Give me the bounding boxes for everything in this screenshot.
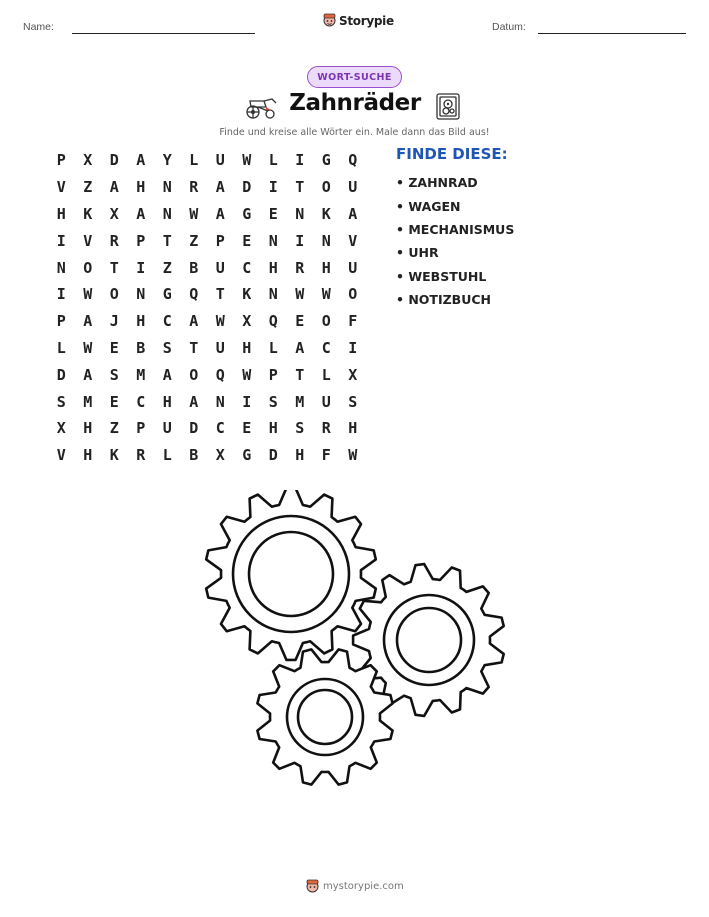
grid-letter[interactable]: O xyxy=(321,312,331,331)
grid-letter[interactable]: I xyxy=(56,285,66,304)
grid-letter[interactable]: K xyxy=(109,446,119,465)
word-item: • MECHANISMUS xyxy=(396,221,515,237)
grid-letter[interactable]: D xyxy=(56,365,66,384)
grid-letter[interactable]: A xyxy=(348,204,358,223)
grid-letter[interactable]: L xyxy=(162,446,172,465)
grid-letter[interactable]: I xyxy=(242,392,252,411)
grid-letter[interactable]: W xyxy=(348,446,358,465)
grid-letter[interactable]: S xyxy=(268,392,278,411)
grid-letter[interactable]: X xyxy=(348,365,358,384)
grid-letter[interactable]: C xyxy=(242,258,252,277)
grid-letter[interactable]: D xyxy=(109,151,119,170)
brand-logo xyxy=(323,13,394,28)
name-label: Name: xyxy=(23,21,54,33)
grid-letter[interactable]: N xyxy=(56,258,66,277)
grid-letter[interactable]: B xyxy=(189,446,199,465)
grid-letter[interactable]: J xyxy=(109,312,119,331)
grid-letter[interactable]: N xyxy=(295,204,305,223)
carriage-icon xyxy=(244,93,278,121)
word-list xyxy=(396,171,514,311)
grid-letter[interactable]: F xyxy=(321,446,331,465)
grid-letter[interactable]: U xyxy=(348,258,358,277)
grid-letter[interactable]: N xyxy=(268,231,278,250)
grid-row xyxy=(48,388,366,415)
grid-letter[interactable]: R xyxy=(189,178,199,197)
grid-letter[interactable]: V xyxy=(56,446,66,465)
grid-row xyxy=(48,308,366,335)
word-list-heading: FINDE DIESE: xyxy=(396,145,508,163)
grid-letter[interactable]: I xyxy=(295,231,305,250)
grid-letter[interactable]: U xyxy=(215,258,225,277)
grid-letter[interactable]: B xyxy=(189,258,199,277)
grid-letter[interactable]: W xyxy=(321,285,331,304)
footer xyxy=(306,879,404,894)
grid-letter[interactable]: G xyxy=(162,285,172,304)
grid-letter[interactable]: P xyxy=(136,419,146,438)
gear-outline xyxy=(206,490,376,660)
grid-letter[interactable]: N xyxy=(162,178,172,197)
grid-row xyxy=(48,227,366,254)
grid-letter[interactable]: N xyxy=(136,285,146,304)
grid-letter[interactable]: I xyxy=(295,151,305,170)
grid-letter[interactable]: X xyxy=(56,419,66,438)
grid-letter[interactable]: X xyxy=(83,151,93,170)
grid-letter[interactable]: K xyxy=(321,204,331,223)
storypie-mascot-icon xyxy=(323,13,336,28)
grid-letter[interactable]: S xyxy=(56,392,66,411)
grid-letter[interactable]: W xyxy=(215,312,225,331)
grid-row xyxy=(48,442,366,469)
grid-letter[interactable]: E xyxy=(268,204,278,223)
grid-letter[interactable]: H xyxy=(83,419,93,438)
grid-letter[interactable]: C xyxy=(136,392,146,411)
grid-letter[interactable]: A xyxy=(83,365,93,384)
grid-letter[interactable]: A xyxy=(189,392,199,411)
grid-row xyxy=(48,254,366,281)
grid-letter[interactable]: A xyxy=(83,312,93,331)
word-item: • NOTIZBUCH xyxy=(396,292,491,308)
grid-row xyxy=(48,361,366,388)
grid-letter[interactable]: Q xyxy=(215,365,225,384)
grid-letter[interactable]: H xyxy=(268,419,278,438)
grid-letter[interactable]: E xyxy=(242,231,252,250)
grid-letter[interactable]: E xyxy=(109,338,119,357)
grid-letter[interactable]: N xyxy=(215,392,225,411)
grid-letter[interactable]: C xyxy=(321,338,331,357)
grid-letter[interactable]: X xyxy=(109,204,119,223)
grid-letter[interactable]: M xyxy=(295,392,305,411)
footer-url[interactable]: mystorypie.com xyxy=(323,881,404,892)
grid-letter[interactable]: P xyxy=(56,151,66,170)
grid-letter[interactable]: H xyxy=(242,338,252,357)
page-title: Zahnräder xyxy=(289,90,421,116)
grid-letter[interactable]: N xyxy=(268,285,278,304)
word-item: • WAGEN xyxy=(396,198,461,214)
grid-letter[interactable]: O xyxy=(109,285,119,304)
grid-letter[interactable]: W xyxy=(83,338,93,357)
grid-row xyxy=(48,147,366,174)
grid-letter[interactable]: U xyxy=(348,178,358,197)
brand-name: Storypie xyxy=(339,13,394,28)
grid-letter[interactable]: L xyxy=(268,151,278,170)
grid-letter[interactable]: M xyxy=(136,365,146,384)
grid-letter[interactable]: D xyxy=(242,178,252,197)
grid-letter[interactable]: O xyxy=(321,178,331,197)
grid-letter[interactable]: S xyxy=(109,365,119,384)
grid-letter[interactable]: B xyxy=(136,338,146,357)
grid-letter[interactable]: E xyxy=(295,312,305,331)
grid-row xyxy=(48,201,366,228)
grid-letter[interactable]: K xyxy=(242,285,252,304)
grid-letter[interactable]: Z xyxy=(83,178,93,197)
grid-letter[interactable]: K xyxy=(83,204,93,223)
grid-row xyxy=(48,174,366,201)
grid-letter[interactable]: N xyxy=(162,204,172,223)
grid-letter[interactable]: O xyxy=(348,285,358,304)
grid-letter[interactable]: G xyxy=(242,204,252,223)
grid-letter[interactable]: H xyxy=(321,258,331,277)
grid-letter[interactable]: N xyxy=(321,231,331,250)
grid-letter[interactable]: I xyxy=(56,231,66,250)
grid-letter[interactable]: A xyxy=(215,178,225,197)
grid-letter[interactable]: D xyxy=(189,419,199,438)
word-item: • WEBSTUHL xyxy=(396,268,487,284)
grid-letter[interactable]: T xyxy=(215,285,225,304)
grid-letter[interactable]: E xyxy=(242,419,252,438)
grid-row xyxy=(48,335,366,362)
grid-letter[interactable]: O xyxy=(83,258,93,277)
grid-row xyxy=(48,415,366,442)
grid-letter[interactable]: Y xyxy=(162,151,172,170)
grid-letter[interactable]: S xyxy=(348,392,358,411)
grid-letter[interactable]: T xyxy=(295,178,305,197)
grid-letter[interactable]: U xyxy=(215,338,225,357)
grid-letter[interactable]: Q xyxy=(268,312,278,331)
grid-letter[interactable]: Z xyxy=(162,258,172,277)
letter-grid[interactable] xyxy=(48,147,366,469)
grid-letter[interactable]: W xyxy=(83,285,93,304)
grid-letter[interactable]: Q xyxy=(189,285,199,304)
grid-letter[interactable]: D xyxy=(268,446,278,465)
grid-letter[interactable]: O xyxy=(189,365,199,384)
grid-letter[interactable]: P xyxy=(56,312,66,331)
grid-letter[interactable]: T xyxy=(189,338,199,357)
gear-outline xyxy=(257,649,392,784)
grid-letter[interactable]: V xyxy=(83,231,93,250)
grid-letter[interactable]: Z xyxy=(109,419,119,438)
grid-letter[interactable]: S xyxy=(162,338,172,357)
grid-letter[interactable]: V xyxy=(348,231,358,250)
date-label: Datum: xyxy=(492,21,526,33)
name-field-line[interactable] xyxy=(72,33,255,34)
grid-letter[interactable]: P xyxy=(215,231,225,250)
grid-letter[interactable]: R xyxy=(321,419,331,438)
grid-letter[interactable]: A xyxy=(136,204,146,223)
grid-letter[interactable]: C xyxy=(215,419,225,438)
grid-letter[interactable]: R xyxy=(295,258,305,277)
grid-row xyxy=(48,281,366,308)
date-field-line[interactable] xyxy=(538,33,686,34)
grid-letter[interactable]: A xyxy=(162,365,172,384)
grid-letter[interactable]: X xyxy=(242,312,252,331)
grid-letter[interactable]: L xyxy=(268,338,278,357)
grid-letter[interactable]: T xyxy=(162,231,172,250)
grid-letter[interactable]: T xyxy=(109,258,119,277)
grid-letter[interactable]: A xyxy=(215,204,225,223)
grid-letter[interactable]: H xyxy=(56,204,66,223)
grid-letter[interactable]: E xyxy=(109,392,119,411)
grid-letter[interactable]: W xyxy=(242,151,252,170)
grid-letter[interactable]: M xyxy=(83,392,93,411)
grid-letter[interactable]: A xyxy=(109,178,119,197)
word-search-badge: WORT-SUCHE xyxy=(307,66,402,88)
grid-letter[interactable]: P xyxy=(268,365,278,384)
grid-letter[interactable]: U xyxy=(321,392,331,411)
grid-letter[interactable]: P xyxy=(136,231,146,250)
grid-letter[interactable]: C xyxy=(162,312,172,331)
grid-letter[interactable]: A xyxy=(295,338,305,357)
grid-letter[interactable]: I xyxy=(268,178,278,197)
grid-letter[interactable]: L xyxy=(321,365,331,384)
grid-letter[interactable]: F xyxy=(348,312,358,331)
grid-letter[interactable]: H xyxy=(136,312,146,331)
grid-letter[interactable]: W xyxy=(242,365,252,384)
grid-letter[interactable]: G xyxy=(242,446,252,465)
grid-letter[interactable]: L xyxy=(189,151,199,170)
grid-letter[interactable]: I xyxy=(136,258,146,277)
grid-letter[interactable]: V xyxy=(56,178,66,197)
grid-letter[interactable]: X xyxy=(215,446,225,465)
grid-letter[interactable]: H xyxy=(83,446,93,465)
grid-letter[interactable]: R xyxy=(109,231,119,250)
storypie-mascot-icon xyxy=(306,879,319,894)
grid-letter[interactable]: Q xyxy=(348,151,358,170)
grid-letter[interactable]: U xyxy=(162,419,172,438)
word-item: • UHR xyxy=(396,245,439,261)
clock-icon xyxy=(434,92,462,122)
grid-letter[interactable]: H xyxy=(136,178,146,197)
instructions: Finde und kreise alle Wörter ein. Male dann das Bild aus! xyxy=(219,127,490,138)
grid-letter[interactable]: T xyxy=(295,365,305,384)
grid-letter[interactable]: Z xyxy=(189,231,199,250)
grid-letter[interactable]: H xyxy=(295,446,305,465)
grid-letter[interactable]: H xyxy=(162,392,172,411)
gears-icon xyxy=(195,490,515,800)
word-item: • ZAHNRAD xyxy=(396,175,478,191)
grid-letter[interactable]: H xyxy=(268,258,278,277)
grid-letter[interactable]: R xyxy=(136,446,146,465)
grid-letter[interactable]: A xyxy=(189,312,199,331)
grid-letter[interactable]: G xyxy=(321,151,331,170)
grid-letter[interactable]: H xyxy=(348,419,358,438)
grid-letter[interactable]: U xyxy=(215,151,225,170)
grid-letter[interactable]: W xyxy=(295,285,305,304)
grid-letter[interactable]: A xyxy=(136,151,146,170)
grid-letter[interactable]: I xyxy=(348,338,358,357)
grid-letter[interactable]: S xyxy=(295,419,305,438)
grid-letter[interactable]: W xyxy=(189,204,199,223)
grid-letter[interactable]: L xyxy=(56,338,66,357)
